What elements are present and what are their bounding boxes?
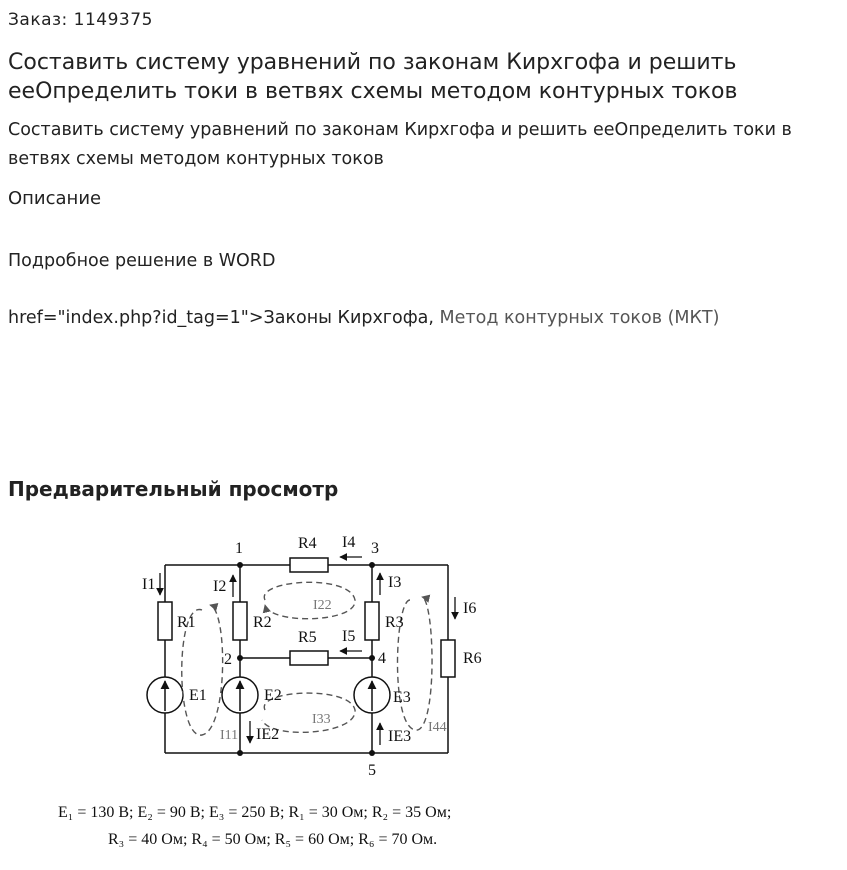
i44-label: I44	[428, 720, 447, 735]
tag-text: href="index.php?id_tag=1">Законы Кирхгофа,	[8, 308, 434, 328]
i4-label: I4	[342, 534, 356, 551]
node-5-label: 5	[368, 762, 376, 779]
r1-label: R1	[177, 614, 196, 631]
given-values-line-1: E₁ = 130 B; E₂ = 90 B; E₃ = 250 B; R₁ = 30 Ом; R₂ = 35 Ом;	[58, 804, 452, 821]
node-4-label: 4	[378, 650, 386, 667]
preview-heading: Предварительный просмотр	[8, 477, 339, 501]
node-3-label: 3	[371, 540, 379, 557]
given-values-line-2: R₃ = 40 Ом; R₄ = 50 Ом; R₅ = 60 Ом; R₆ = 70 Ом.	[108, 831, 438, 848]
page-title: Составить систему уравнений по законам Кирхгофа и решить ееОпределить токи в ветвях схемы методом контурных токов	[8, 50, 738, 104]
task-description: Составить систему уравнений по законам Кирхгофа и решить ееОпределить токи в ветвях схемы методом контурных токов	[8, 120, 792, 169]
e2-label: E2	[264, 687, 282, 704]
r5-label: R5	[298, 629, 317, 646]
ie2-label: IE2	[256, 726, 280, 743]
tags-line	[8, 308, 719, 328]
e1-label: E1	[189, 687, 207, 704]
order-number: Заказ: 1149375	[8, 10, 153, 30]
resistor-r1	[158, 602, 172, 640]
i6-label: I6	[463, 600, 477, 617]
r3-label: R3	[385, 614, 404, 631]
e3-label: E3	[393, 689, 411, 706]
solution-format: Подробное решение в WORD	[8, 251, 276, 271]
r4-label: R4	[298, 535, 317, 552]
i11-label: I11	[220, 728, 239, 743]
circuit-diagram	[50, 525, 570, 860]
resistor-r5	[290, 651, 328, 665]
resistor-r4	[290, 558, 328, 572]
i22-label: I22	[313, 598, 332, 613]
r6-label: R6	[463, 650, 482, 667]
ie3-label: IE3	[388, 728, 412, 745]
tag-link-mesh-current[interactable]: Метод контурных токов (МКТ)	[439, 308, 720, 328]
resistor-r3	[365, 602, 379, 640]
r2-label: R2	[253, 614, 272, 631]
resistor-r2	[233, 602, 247, 640]
i33-label: I33	[312, 712, 331, 727]
circuit-preview-image	[50, 525, 570, 860]
node-2-label: 2	[224, 651, 232, 668]
i2-label: I2	[213, 578, 227, 595]
i3-label: I3	[388, 574, 402, 591]
i5-label: I5	[342, 628, 356, 645]
i1-label: I1	[142, 576, 156, 593]
section-description-heading: Описание	[8, 188, 102, 209]
node-1-label: 1	[235, 540, 243, 557]
resistor-r6	[441, 640, 455, 677]
